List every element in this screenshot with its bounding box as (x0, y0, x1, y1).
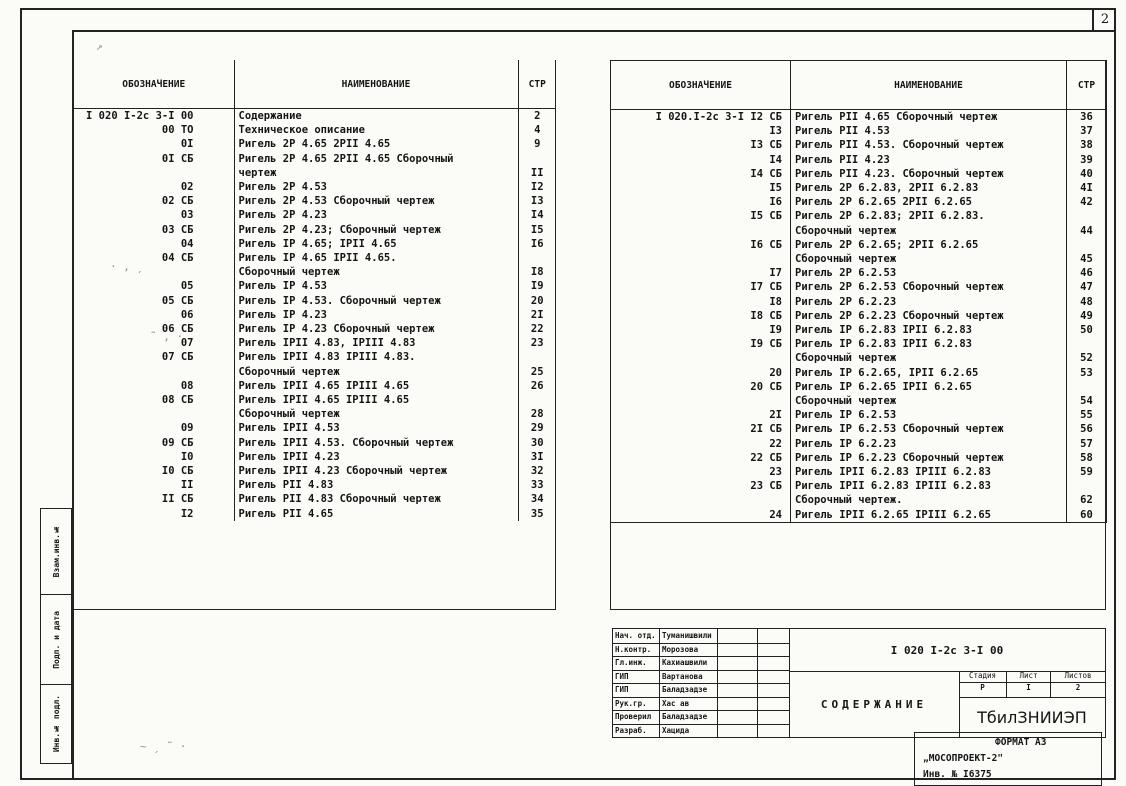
table-row (611, 508, 1107, 523)
cell-name: Ригель IР 4.65; IРII 4.65 (234, 237, 518, 251)
cell-name: Ригель РII 4.53 (791, 124, 1067, 138)
cell-code: 04 (74, 237, 234, 251)
cell-name: Ригель РII 4.23. Сборочный чертеж (791, 167, 1067, 181)
table-row (74, 109, 556, 124)
cell-page: I5 (530, 223, 544, 236)
cell-name: Ригель IР 4.53. Сборочный чертеж (234, 294, 518, 308)
cell-code: 03 (74, 208, 234, 222)
cell-name: Ригель РII 4.23 (791, 153, 1067, 167)
cell-code: 05 СБ (74, 294, 234, 308)
cell-name: Сборочный чертеж (791, 252, 1067, 266)
cell-name: Сборочный чертеж. (791, 493, 1067, 507)
cell-page: 2 (534, 110, 541, 122)
cell-name: Ригель 2Р 6.2.23 (791, 295, 1067, 309)
table-row (611, 224, 1107, 238)
table-row (74, 166, 556, 180)
signer-role: Рук.гр. (615, 698, 647, 708)
cell-code: 06 СБ (74, 322, 234, 336)
cell-name: Ригель IРII 4.83, IРIII 4.83 (234, 336, 518, 350)
cell-page: 4 (534, 124, 541, 137)
cell-name: Ригель 2Р 4.23 (234, 208, 518, 222)
cell-code: I9 (611, 323, 791, 337)
cell-page (1067, 479, 1107, 493)
signer-name: Хацида (662, 725, 690, 735)
cell-code: 00 ТО (74, 123, 234, 137)
table-row (611, 195, 1107, 209)
cell-page: I2 (530, 181, 544, 194)
cell-name: Ригель РII 4.53. Сборочный чертеж (791, 138, 1067, 152)
cell-page: 59 (1080, 466, 1093, 479)
cell-page: 57 (1080, 437, 1093, 450)
cell-name: Ригель IРII 6.2.65 IРIII 6.2.65 (791, 508, 1067, 523)
cell-name: Ригель IР 6.2.23 (791, 437, 1067, 451)
cell-page: 9 (534, 138, 541, 151)
cell-name: чертеж (234, 166, 518, 180)
cell-code: I7 СБ (611, 280, 791, 294)
cell-code (611, 394, 791, 408)
signature-row (613, 643, 789, 658)
cell-code: 07 (74, 336, 234, 350)
table-row (611, 380, 1107, 394)
table-row (611, 252, 1107, 266)
cell-name: Ригель IР 6.2.53 Сборочный чертеж (791, 422, 1067, 436)
table-row (611, 323, 1107, 337)
table-row (74, 194, 556, 208)
table-row (611, 280, 1107, 294)
signer-name: Туманишвили (662, 631, 712, 640)
cell-name: Сборочный чертеж (791, 394, 1067, 408)
signer-role: Н.контр. (615, 644, 652, 654)
table-row (611, 167, 1107, 181)
table-row (611, 209, 1107, 223)
table-row (611, 366, 1107, 380)
table-row (74, 237, 556, 251)
cell-code: 08 СБ (74, 393, 234, 407)
cell-code: 20 (611, 366, 791, 380)
cell-code: 22 СБ (611, 451, 791, 465)
cell-name: Ригель IРII 4.65 IРIII 4.65 (234, 393, 518, 407)
table-row (611, 408, 1107, 422)
cell-name: Ригель IРII 4.83 IРIII 4.83. (234, 350, 518, 364)
cell-name: Сборочный чертеж (234, 407, 518, 421)
table-row (611, 153, 1107, 167)
cell-name: Ригель IР 6.2.53 (791, 408, 1067, 422)
cell-name: Ригель 2Р 6.2.83, 2РII 6.2.83 (791, 181, 1067, 195)
cell-page: I4 (530, 209, 544, 222)
cell-page: 28 (530, 408, 544, 421)
table-row (74, 294, 556, 308)
table-row (611, 465, 1107, 479)
cell-code: I2 (74, 507, 234, 521)
cell-page: I8 (530, 266, 544, 279)
side-cell: Подп. и дата (41, 595, 71, 685)
cell-code: 08 (74, 379, 234, 393)
scan-mark: ˜ ‚ · (150, 330, 184, 343)
cell-name: Ригель IР 4.23 (234, 308, 518, 322)
table-row (74, 421, 556, 435)
signature-row (613, 629, 789, 644)
cell-name: Ригель IР 4.23 Сборочный чертеж (234, 322, 518, 336)
table-row (74, 365, 556, 379)
table-row (74, 407, 556, 421)
cell-page: 34 (530, 493, 544, 506)
cell-code: 22 (611, 437, 791, 451)
cell-page: 44 (1080, 224, 1093, 237)
cell-name: Ригель РII 4.83 Сборочный чертеж (234, 492, 518, 506)
cell-name: Ригель IРII 4.23 Сборочный чертеж (234, 464, 518, 478)
table-row (611, 437, 1107, 451)
cell-code (74, 166, 234, 180)
organization-name: ТбилЗНИИЭП (977, 707, 1087, 727)
cell-code (74, 265, 234, 279)
signature-row (613, 670, 789, 685)
cell-page: 35 (530, 507, 544, 520)
cell-page: 2I (530, 308, 544, 321)
signer-name: Вартанова (662, 671, 703, 681)
cell-page: 36 (1080, 111, 1093, 123)
table-row (74, 137, 556, 151)
table-row (611, 181, 1107, 195)
table-row (74, 223, 556, 237)
cell-name: Ригель IРII 4.53. Сборочный чертеж (234, 436, 518, 450)
table-row (74, 450, 556, 464)
table-row (74, 152, 556, 166)
signer-name: Баладзадзе (662, 685, 708, 694)
signer-role: ГИП (615, 671, 629, 681)
signer-name: Баладзадзе (662, 712, 708, 721)
cell-name: Ригель 2Р 4.65 2РII 4.65 (234, 137, 518, 151)
cell-code (611, 224, 791, 238)
cell-page (1067, 337, 1107, 351)
cell-page: 54 (1080, 395, 1093, 408)
cell-code: II СБ (74, 492, 234, 506)
cell-code: I7 (611, 266, 791, 280)
cell-name: Ригель 2Р 4.53 (234, 180, 518, 194)
signature-row (613, 656, 789, 671)
header-code: ОБОЗНАЧЕНИЕ (611, 61, 791, 110)
cell-name: Ригель IР 6.2.83 IРII 6.2.83 (791, 337, 1067, 351)
signature-row (613, 697, 789, 712)
cell-code (74, 407, 234, 421)
signer-name: Морозова (662, 644, 699, 654)
signer-role: Проверил (615, 712, 652, 721)
cell-code: I4 (611, 153, 791, 167)
cell-code: I5 СБ (611, 209, 791, 223)
cell-code: 05 (74, 279, 234, 293)
cell-code: I4 СБ (611, 167, 791, 181)
cell-page: 32 (530, 465, 544, 478)
table-row (74, 507, 556, 521)
table-row (611, 138, 1107, 152)
cell-page: 62 (1080, 494, 1093, 507)
table-row (611, 337, 1107, 351)
cell-name: Ригель IР 6.2.23 Сборочный чертеж (791, 451, 1067, 465)
table-row (611, 124, 1107, 138)
cell-page (1067, 380, 1107, 394)
stamp-inventory: Инв. № I6375 (923, 769, 992, 780)
sheet-title: СОДЕРЖАНИЕ (789, 671, 960, 737)
table-row (611, 422, 1107, 436)
signer-role: Разраб. (615, 725, 647, 735)
cell-name: Ригель 2Р 6.2.65 2РII 6.2.65 (791, 195, 1067, 209)
cell-page: 60 (1080, 508, 1093, 521)
cell-name: Ригель IРII 6.2.83 IРIII 6.2.83 (791, 465, 1067, 479)
table-row (74, 279, 556, 293)
cell-code: 07 СБ (74, 350, 234, 364)
cell-page: 29 (530, 422, 544, 435)
cell-name: Ригель IР 6.2.65 IРII 6.2.65 (791, 380, 1067, 394)
signer-role: Гл.инж. (615, 658, 647, 667)
cell-page: 46 (1080, 267, 1093, 280)
cell-name: Ригель IРII 4.23 (234, 450, 518, 464)
cell-name: Техническое описание (234, 123, 518, 137)
cell-code (611, 351, 791, 365)
cell-code: I8 (611, 295, 791, 309)
table-row (74, 379, 556, 393)
table-row (611, 394, 1107, 408)
cell-page: II (530, 166, 544, 179)
cell-page (518, 393, 556, 407)
table-row (74, 123, 556, 137)
cell-page (1067, 209, 1107, 223)
stage-sheet-cells: Стадия Р Лист I Листов 2 (959, 671, 1105, 698)
cell-code: 20 СБ (611, 380, 791, 394)
cell-name: Ригель IР 4.53 (234, 279, 518, 293)
cell-page: 47 (1080, 281, 1093, 294)
cell-code (611, 493, 791, 507)
cell-name: Ригель 2Р 6.2.83; 2РII 6.2.83. (791, 209, 1067, 223)
table-row (611, 451, 1107, 465)
header-name: НАИМЕНОВАНИЕ (791, 61, 1067, 110)
cell-code: 03 СБ (74, 223, 234, 237)
cell-page: 58 (1080, 451, 1093, 464)
cell-page: 42 (1080, 196, 1093, 209)
cell-page: 56 (1080, 423, 1093, 436)
signer-name: Кахиашвили (662, 658, 708, 667)
cell-name: Ригель 2Р 6.2.23 Сборочный чертеж (791, 309, 1067, 323)
table-row (611, 110, 1107, 125)
cell-page: 39 (1080, 153, 1093, 166)
signature-row (613, 724, 789, 739)
table-row (611, 266, 1107, 280)
header-name: НАИМЕНОВАНИЕ (234, 60, 518, 109)
cell-name: Ригель РII 4.65 (234, 507, 518, 521)
cell-code: 2I (611, 408, 791, 422)
signature-row (613, 683, 789, 698)
contents-table-left (74, 60, 556, 521)
signature-table (613, 629, 790, 737)
table-row (74, 208, 556, 222)
cell-page: 30 (530, 436, 544, 449)
cell-page: 38 (1080, 139, 1093, 152)
cell-code: I9 СБ (611, 337, 791, 351)
header-code: ОБОЗНАЧЕНИЕ (74, 60, 234, 109)
header-page: СТР (1067, 61, 1107, 110)
archive-stamp (914, 732, 1102, 786)
cell-name: Ригель 2Р 6.2.65; 2РII 6.2.65 (791, 238, 1067, 252)
cell-name: Ригель IРII 4.65 IРIII 4.65 (234, 379, 518, 393)
table-row (611, 238, 1107, 252)
table-row (611, 493, 1107, 507)
cell-code: II (74, 478, 234, 492)
cell-name: Сборочный чертеж (791, 351, 1067, 365)
cell-page: 55 (1080, 409, 1093, 422)
page-number: 2 (1092, 8, 1116, 32)
cell-code: 09 СБ (74, 436, 234, 450)
side-approval-strip (40, 508, 72, 764)
cell-name: Ригель 2Р 6.2.53 Сборочный чертеж (791, 280, 1067, 294)
cell-page: 53 (1080, 366, 1093, 379)
cell-page (518, 350, 556, 364)
signer-role: ГИП (615, 685, 629, 694)
cell-page: 4I (1080, 182, 1093, 195)
signature-row (613, 710, 789, 725)
cell-code: 04 СБ (74, 251, 234, 265)
table-row (611, 351, 1107, 365)
table-row (611, 309, 1107, 323)
table-row (74, 350, 556, 364)
cell-name: Ригель IР 6.2.83 IРII 6.2.83 (791, 323, 1067, 337)
cell-page: 33 (530, 479, 544, 492)
cell-name: Содержание (234, 109, 518, 124)
cell-page: 22 (530, 323, 544, 336)
table-row (74, 492, 556, 506)
contents-table-right (610, 60, 1107, 523)
table-row (611, 295, 1107, 309)
cell-page: 20 (530, 294, 544, 307)
cell-page: I6 (530, 237, 544, 250)
cell-code: I5 (611, 181, 791, 195)
cell-page: 48 (1080, 295, 1093, 308)
cell-code: 0I (74, 137, 234, 151)
cell-code (74, 365, 234, 379)
cell-code: I8 СБ (611, 309, 791, 323)
cell-name: Ригель IР 4.65 IРII 4.65. (234, 251, 518, 265)
cell-code: 06 (74, 308, 234, 322)
cell-name: Сборочный чертеж (234, 365, 518, 379)
cell-code: 09 (74, 421, 234, 435)
cell-page: 52 (1080, 352, 1093, 365)
cell-code: 23 (611, 465, 791, 479)
table-row (74, 393, 556, 407)
side-cell: Инв.№ подл. (51, 695, 61, 753)
cell-code (611, 252, 791, 266)
cell-page: 50 (1080, 324, 1093, 337)
cell-code: 02 (74, 180, 234, 194)
cell-code: I6 СБ (611, 238, 791, 252)
cell-page: 26 (530, 379, 544, 392)
contents-right-body (611, 110, 1107, 523)
cell-name: Ригель РII 4.65 Сборочный чертеж (791, 110, 1067, 125)
table-row (611, 479, 1107, 493)
cell-page (518, 152, 556, 166)
cell-code: 23 СБ (611, 479, 791, 493)
cell-name: Ригель 2Р 4.53 Сборочный чертеж (234, 194, 518, 208)
document-code: I 020 I-2с 3-I 00 (789, 629, 1105, 672)
cell-code: I 020 I-2с 3-I 00 (74, 109, 234, 124)
cell-name: Ригель IРII 6.2.83 IРIII 6.2.83 (791, 479, 1067, 493)
cell-code: 24 (611, 508, 791, 523)
signer-role: Нач. отд. (615, 631, 656, 640)
header-page: СТР (518, 60, 556, 109)
table-row (74, 478, 556, 492)
cell-code: I0 СБ (74, 464, 234, 478)
table-row (74, 336, 556, 350)
cell-page: 23 (530, 337, 544, 350)
cell-code: I3 (611, 124, 791, 138)
scan-mark: · ‚ ˏ (110, 260, 144, 273)
table-row (74, 464, 556, 478)
table-row (74, 308, 556, 322)
cell-page: 40 (1080, 167, 1093, 180)
cell-page: I9 (530, 280, 544, 293)
cell-name: Ригель 2Р 6.2.53 (791, 266, 1067, 280)
cell-name: Ригель IР 6.2.65, IРII 6.2.65 (791, 366, 1067, 380)
cell-name: Ригель 2Р 4.23; Сборочный чертеж (234, 223, 518, 237)
cell-page: 3I (530, 450, 544, 463)
cell-code: 02 СБ (74, 194, 234, 208)
table-row (74, 265, 556, 279)
title-block (612, 628, 1106, 738)
cell-code: I3 СБ (611, 138, 791, 152)
table-row (74, 180, 556, 194)
cell-page (1067, 238, 1107, 252)
cell-page (518, 251, 556, 265)
cell-code: I6 (611, 195, 791, 209)
contents-left-body (74, 109, 556, 521)
cell-name: Сборочный чертеж (234, 265, 518, 279)
table-row (74, 436, 556, 450)
signer-name: Хас ав (662, 698, 690, 708)
cell-name: Сборочный чертеж (791, 224, 1067, 238)
side-cell: Взам.инв.№ (41, 509, 71, 595)
cell-name: Ригель 2Р 4.65 2РII 4.65 Сборочный (234, 152, 518, 166)
cell-page: 49 (1080, 309, 1093, 322)
cell-page: 25 (530, 365, 544, 378)
scan-mark: ↗ (96, 40, 103, 53)
cell-name: Ригель РII 4.83 (234, 478, 518, 492)
table-row (74, 322, 556, 336)
scan-mark: ~ ˏ ˜ · (140, 740, 187, 753)
cell-code: 0I СБ (74, 152, 234, 166)
table-row (74, 251, 556, 265)
cell-code: I 020.I-2с 3-I I2 СБ (611, 110, 791, 125)
stamp-format: ФОРМАТ А3 (995, 737, 1047, 748)
cell-code: I0 (74, 450, 234, 464)
cell-page: I3 (530, 195, 544, 208)
cell-page: 45 (1080, 253, 1093, 266)
cell-name: Ригель IРII 4.53 (234, 421, 518, 435)
stamp-org: „МОСОПРОЕКТ-2" (923, 753, 1004, 764)
cell-page: 37 (1080, 125, 1093, 138)
cell-code: 2I СБ (611, 422, 791, 436)
